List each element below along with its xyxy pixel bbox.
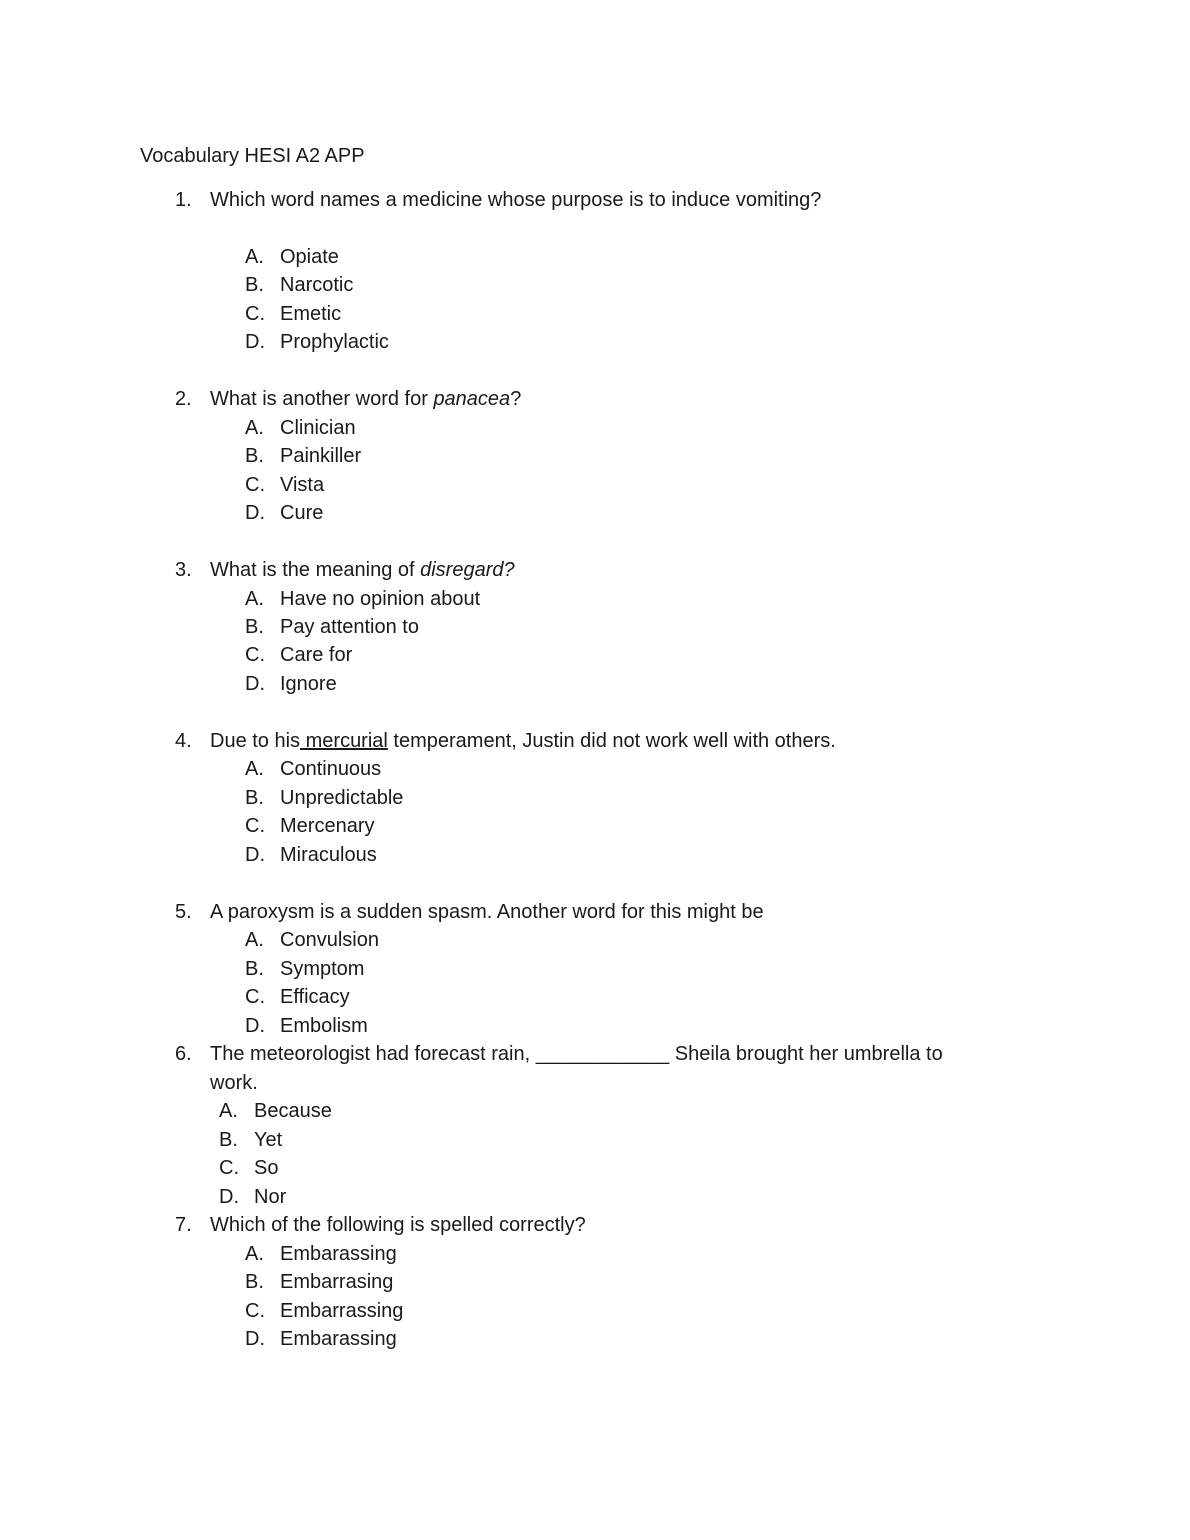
option-letter: C. (219, 1157, 239, 1179)
option-text: Ignore (280, 673, 337, 695)
question-text-part: temperament, Justin did not work well with others. (387, 730, 836, 752)
question-text: A paroxysm is a sudden spasm. Another word for this might be (210, 901, 764, 923)
option-text: Cure (280, 502, 324, 524)
option-letter: B. (245, 958, 264, 980)
option-text: Clinician (280, 417, 356, 439)
option-letter: B. (219, 1129, 238, 1151)
question-text: Which of the following is spelled correctly? (210, 1214, 586, 1236)
option-text: Symptom (280, 958, 365, 980)
option-letter: C. (245, 815, 265, 837)
option-letter: A. (245, 1243, 264, 1265)
option-letter: A. (219, 1100, 238, 1122)
option-letter: C. (245, 474, 265, 496)
question-keyword: mercurial (300, 730, 388, 752)
option-letter: B. (245, 274, 264, 296)
option-text: Have no opinion about (280, 588, 481, 610)
option-text: Miraculous (280, 844, 377, 866)
question-text-part: What is another word for (210, 388, 434, 410)
option-text: Embarassing (280, 1243, 397, 1265)
option-text: Embarrasing (280, 1271, 394, 1293)
question-keyword: disregard? (420, 559, 515, 581)
option-text: Continuous (280, 758, 382, 780)
option-letter: B. (245, 1271, 264, 1293)
option-letter: D. (245, 844, 265, 866)
question-keyword: panacea (433, 388, 511, 410)
option-letter: B. (245, 787, 264, 809)
option-letter: A. (245, 417, 264, 439)
question-number: 6. (175, 1043, 192, 1065)
option-text: Embolism (280, 1015, 368, 1037)
option-text: Painkiller (280, 445, 362, 467)
option-letter: D. (245, 1328, 265, 1350)
option-text: Yet (254, 1129, 283, 1151)
question-text (210, 387, 521, 411)
option-letter: C. (245, 303, 265, 325)
option-text: Pay attention to (280, 616, 419, 638)
question-text-line-2: work. (210, 1072, 258, 1094)
question-text-part: What is the meaning of (210, 559, 421, 581)
option-letter: C. (245, 644, 265, 666)
question-number: 3. (175, 559, 192, 581)
option-letter: A. (245, 588, 264, 610)
document-title: Vocabulary HESI A2 APP (140, 145, 365, 167)
option-letter: A. (245, 758, 264, 780)
question-text (210, 729, 836, 753)
question-number: 5. (175, 901, 192, 923)
question-number: 2. (175, 388, 192, 410)
option-text: Narcotic (280, 274, 354, 296)
option-text: Unpredictable (280, 787, 404, 809)
option-letter: B. (245, 445, 264, 467)
question-number: 7. (175, 1214, 192, 1236)
option-text: Prophylactic (280, 331, 389, 353)
option-text: Embarrassing (280, 1300, 404, 1322)
question-number: 4. (175, 730, 192, 752)
option-letter: D. (245, 331, 265, 353)
option-text: So (254, 1157, 279, 1179)
question-text-line-1: The meteorologist had forecast rain, ____________ Sheila brought her umbrella to (210, 1043, 943, 1065)
option-text: Vista (280, 474, 325, 496)
question-text-part: ? (510, 388, 522, 410)
option-letter: C. (245, 1300, 265, 1322)
option-text: Opiate (280, 246, 339, 268)
option-letter: A. (245, 246, 264, 268)
option-text: Emetic (280, 303, 342, 325)
option-letter: D. (245, 673, 265, 695)
question-text: Which word names a medicine whose purpose is to induce vomiting? (210, 189, 822, 211)
option-letter: C. (245, 986, 265, 1008)
option-letter: B. (245, 616, 264, 638)
option-letter: D. (219, 1186, 239, 1208)
option-text: Nor (254, 1186, 287, 1208)
question-text (210, 558, 515, 582)
question-number: 1. (175, 189, 192, 211)
option-text: Mercenary (280, 815, 375, 837)
option-text: Care for (280, 644, 353, 666)
option-text: Efficacy (280, 986, 350, 1008)
option-text: Because (254, 1100, 332, 1122)
option-letter: A. (245, 929, 264, 951)
option-letter: D. (245, 1015, 265, 1037)
option-text: Embarassing (280, 1328, 397, 1350)
option-letter: D. (245, 502, 265, 524)
option-text: Convulsion (280, 929, 379, 951)
question-text-part: Due to his (210, 730, 301, 752)
